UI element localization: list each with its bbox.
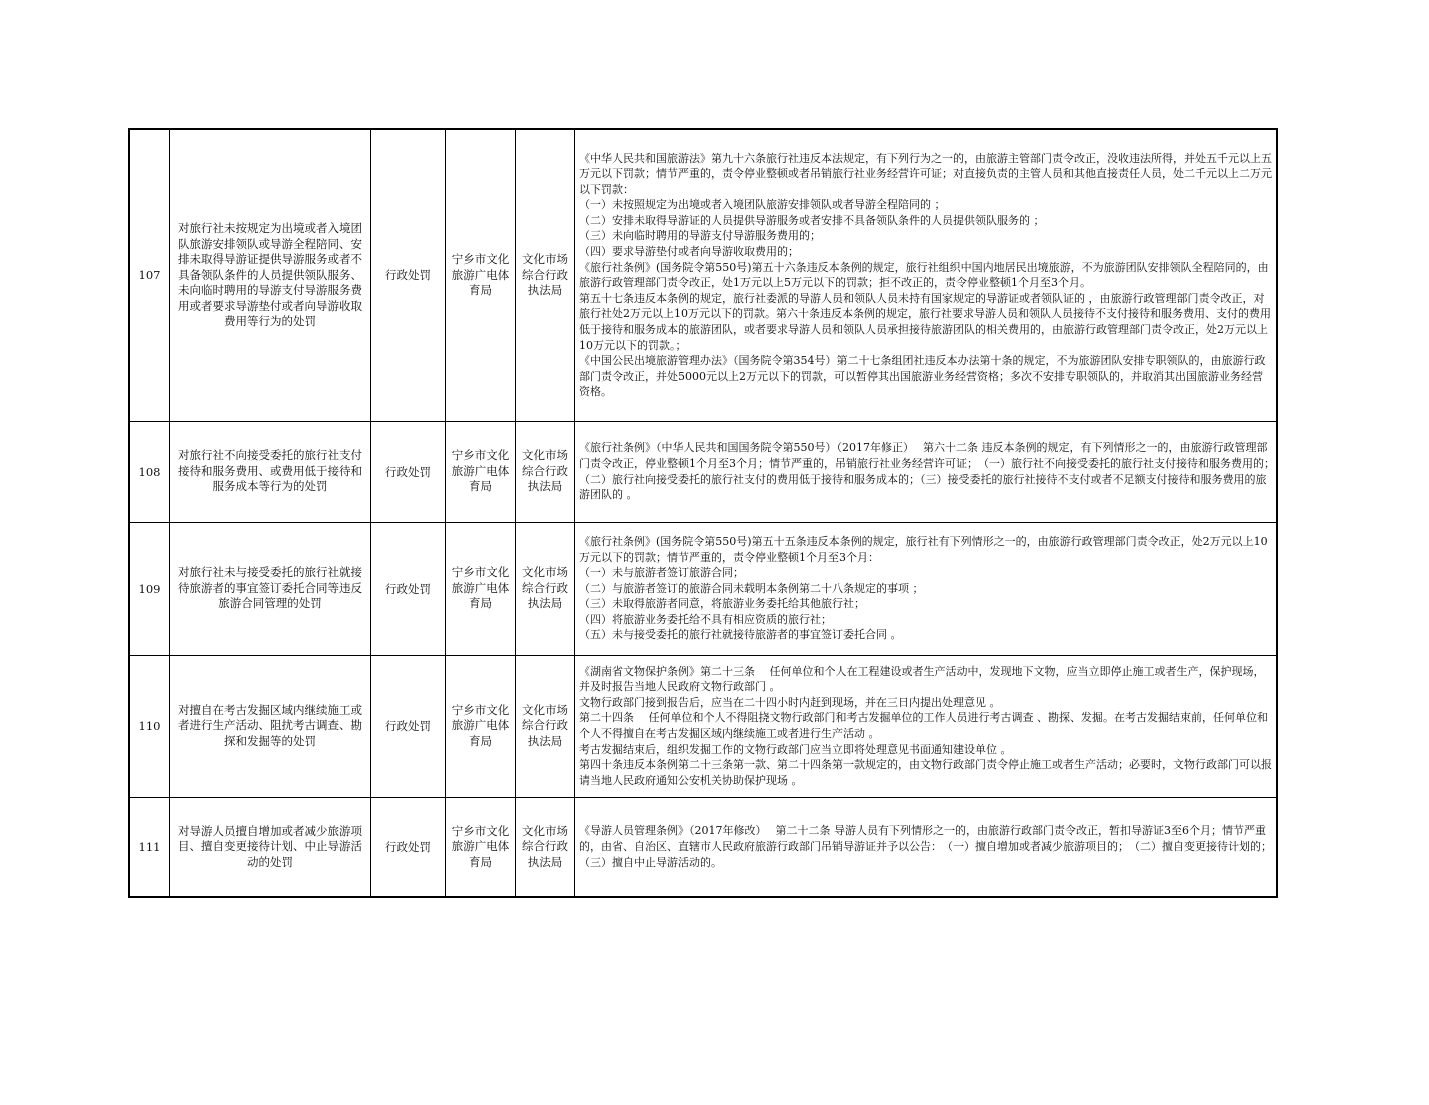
item-number: 109 (129, 522, 170, 655)
legal-basis (575, 655, 1278, 797)
item-title: 对旅行社未按规定为出境或者入境团队旅游安排领队或导游全程陪同、安排未取得导游证提供导游服务或者不具备领队条件的人员提供领队服务、未向临时聘用的导游支付导游服务费用或者要求导游垫付或者向导游收取费用等行为的处罚 (170, 129, 371, 421)
legal-basis-paragraph: 《中国公民出境旅游管理办法》（国务院令第354号）第二十七条组团社违反本办法第十条的规定，不为旅游团队安排专职领队的，由旅游行政部门责令改正，并处5000元以上2万元以下的罚款，可以暂停其出国旅游业务经营资格；多次不安排专职领队的，并取消其出国旅游业务经营资格。 (579, 354, 1266, 399)
legal-basis-paragraph: 文物行政部门接到报告后，应当在二十四小时内赶到现场，并在三日内提出处理意见 。 (579, 695, 1001, 709)
item-number: 108 (129, 421, 170, 522)
legal-basis-paragraph: （二）与旅游者签订的旅游合同未载明本条例第二十八条规定的事项 ； (579, 581, 924, 595)
item-title: 对旅行社不向接受委托的旅行社支付接待和服务费用、或费用低于接待和服务成本等行为的处罚 (170, 421, 371, 522)
item-title: 对旅行社未与接受委托的旅行社就接待旅游者的事宜签订委托合同等违反旅游合同管理的处罚 (170, 522, 371, 655)
table-row (129, 129, 1277, 421)
item-number: 111 (129, 797, 170, 897)
legal-basis-paragraph: （五）未与接受委托的旅行社就接待旅游者的事宜签订委托合同 。 (579, 628, 902, 642)
legal-basis-paragraph: （四）将旅游业务委托给不具有相应资质的旅行社； (579, 612, 832, 626)
legal-basis-paragraph: （三）未取得旅游者同意，将旅游业务委托给其他旅行社； (579, 597, 865, 611)
implementing-department: 宁乡市文化旅游广电体育局 (446, 421, 516, 522)
legal-basis-paragraph: 《旅行社条例》(国务院令第550号)第五十五条违反本条例的规定，旅行社有下列情形之一的，由旅游行政管理部门责令改正，处2万元以上10万元以下的罚款；情节严重的，责令停业整顿1个月至3个月： (579, 534, 1268, 564)
table-row (129, 797, 1277, 897)
item-title: 对擅自在考古发掘区域内继续施工或者进行生产活动、阻扰考古调查、勘探和发掘等的处罚 (170, 655, 371, 797)
enforcement-items-table (128, 128, 1281, 898)
legal-basis-paragraph: （一）未与旅游者签订旅游合同； (579, 566, 744, 580)
legal-basis (575, 797, 1278, 897)
implementing-department: 宁乡市文化旅游广电体育局 (446, 655, 516, 797)
item-title: 对导游人员擅自增加或者减少旅游项目、擅自变更接待计划、中止导游活动的处罚 (170, 797, 371, 897)
item-type: 行政处罚 (371, 129, 446, 421)
legal-basis-paragraph: 第二十四条 任何单位和个人不得阻挠文物行政部门和考古发掘单位的工作人员进行考古调查 、勘探、发掘。在考古发掘结束前，任何单位和个人不得擅自在考古发掘区域内继续施工或者进行生产活动 。 (579, 711, 1268, 740)
legal-basis (575, 421, 1281, 522)
enforcement-agency: 文化市场综合行政执法局 (516, 421, 575, 522)
legal-basis (575, 522, 1278, 655)
implementing-department: 宁乡市文化旅游广电体育局 (446, 522, 516, 655)
legal-basis-paragraph: 第四十条违反本条例第二十三条第一款、第二十四条第一款规定的，由文物行政部门责令停止施工或者生产活动；必要时，文物行政部门可以报请当地人民政府通知公安机关协助保护现场 。 (579, 758, 1272, 787)
legal-basis-paragraph: （三）未向临时聘用的导游支付导游服务费用的； (579, 229, 821, 243)
table-row (129, 522, 1277, 655)
legal-basis-paragraph: （二）安排未取得导游证的人员提供导游服务或者安排不具备领队条件的人员提供领队服务的 ； (579, 213, 1045, 227)
legal-basis-paragraph: 《中华人民共和国旅游法》第九十六条旅行社违反本法规定，有下列行为之一的，由旅游主管部门责令改正，没收违法所得，并处五千元以上五万元以下罚款；情节严重的，责令停业整顿或者吊销旅行社业务经营许可证；对直接负责的主管人员和其他直接责任人员，处二千元以上二万元以下罚款： (579, 151, 1272, 196)
implementing-department: 宁乡市文化旅游广电体育局 (446, 129, 516, 421)
item-number: 107 (129, 129, 170, 421)
legal-basis-paragraph: 《旅行社条例》（中华人民共和国国务院令第550号）（2017年修正） 第六十二条 违反本条例的规定，有下列情形之一的，由旅游行政管理部门责令改正，停业整顿1个月至3个月；情节严重的，吊销旅行社业务经营许可证； （一）旅行社不向接受委托的旅行社支付接待和服务费用的； （二）旅行社向接受委托的旅行社支付的费用低于接待和服务成本的；（三）接受委托的旅行社接待不支付或者不足额支付接待和服务费用的旅游团队的 。 (579, 441, 1281, 502)
item-number: 110 (129, 655, 170, 797)
implementing-department: 宁乡市文化旅游广电体育局 (446, 797, 516, 897)
legal-basis-paragraph: 第五十七条违反本条例的规定，旅行社委派的导游人员和领队人员未持有国家规定的导游证或者领队证的 ，由旅游行政管理部门责令改正，对旅行社处2万元以上10万元以下的罚款。第六十条违反本条例的规定，旅行社要求导游人员和领队人员接待不支付接待和服务费用、支付的费用低于接待和服务成本的旅游团队，或者要求导游人员和领队人员承担接待旅游团队的相关费用的，由旅游行政管理部门责令改正，处2万元以上10万元以下的罚款。； (579, 291, 1271, 352)
item-type: 行政处罚 (371, 421, 446, 522)
enforcement-agency: 文化市场综合行政执法局 (516, 129, 575, 421)
legal-basis-paragraph: （四）要求导游垫付或者向导游收取费用的； (579, 245, 799, 259)
table-row (129, 421, 1277, 522)
legal-basis-paragraph: （一）未按照规定为出境或者入境团队旅游安排领队或者导游全程陪同的 ； (579, 198, 946, 212)
legal-basis-paragraph: 《旅行社条例》(国务院令第550号)第五十六条违反本条例的规定，旅行社组织中国内地居民出境旅游，不为旅游团队安排领队全程陪同的，由旅游行政管理部门责令改正，处1万元以上5万元以下的罚款；拒不改正的，责令停业整顿1个月至3个月。 (579, 260, 1269, 290)
item-type: 行政处罚 (371, 797, 446, 897)
enforcement-agency: 文化市场综合行政执法局 (516, 655, 575, 797)
legal-basis-paragraph: 《湖南省文物保护条例》第二十三条 任何单位和个人在工程建设或者生产活动中，发现地下文物，应当立即停止施工或者生产，保护现场，并及时报告当地人民政府文物行政部门 。 (579, 664, 1265, 694)
legal-basis (575, 129, 1278, 421)
item-type: 行政处罚 (371, 655, 446, 797)
enforcement-agency: 文化市场综合行政执法局 (516, 522, 575, 655)
legal-basis-paragraph: 考古发掘结束后，组织发掘工作的文物行政部门应当立即将处理意见书面通知建设单位 。 (579, 742, 1012, 756)
enforcement-agency: 文化市场综合行政执法局 (516, 797, 575, 897)
item-type: 行政处罚 (371, 522, 446, 655)
table-row (129, 655, 1277, 797)
legal-basis-paragraph: 《导游人员管理条例》（2017年修改） 第二十二条 导游人员有下列情形之一的，由旅游行政部门责令改正，暂扣导游证3至6个月；情节严重的，由省、自治区、直辖市人民政府旅游行政部门吊销导游证并予以公告： （一）擅自增加或者减少旅游项目的； （二）擅自变更接待计划的； （三）擅自中止导游活动的。 (579, 824, 1278, 869)
